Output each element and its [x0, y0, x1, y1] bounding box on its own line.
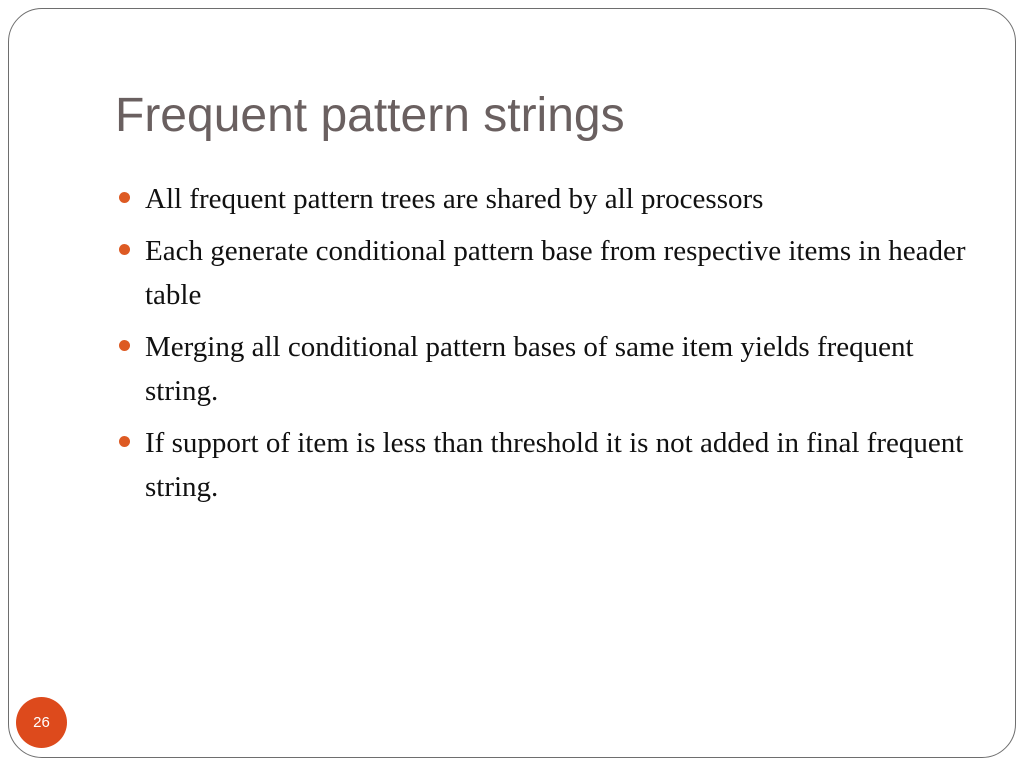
bullet-dot-icon [119, 436, 130, 447]
page-number-badge: 26 [16, 697, 67, 748]
bullet-dot-icon [119, 192, 130, 203]
slide-frame [8, 8, 1016, 758]
bullet-item [119, 421, 969, 509]
bullet-dot-icon [119, 340, 130, 351]
bullet-item [119, 229, 969, 317]
bullet-text: If support of item is less than threshold it is not added in final frequent string. [145, 427, 964, 503]
bullet-text: All frequent pattern trees are shared by all processors [145, 183, 764, 215]
bullet-text: Each generate conditional pattern base from respective items in header table [145, 235, 966, 311]
bullet-list [119, 177, 969, 517]
slide-title: Frequent pattern strings [115, 89, 625, 142]
bullet-item [119, 325, 969, 413]
bullet-text: Merging all conditional pattern bases of same item yields frequent string. [145, 331, 914, 407]
bullet-dot-icon [119, 244, 130, 255]
bullet-item [119, 177, 969, 221]
